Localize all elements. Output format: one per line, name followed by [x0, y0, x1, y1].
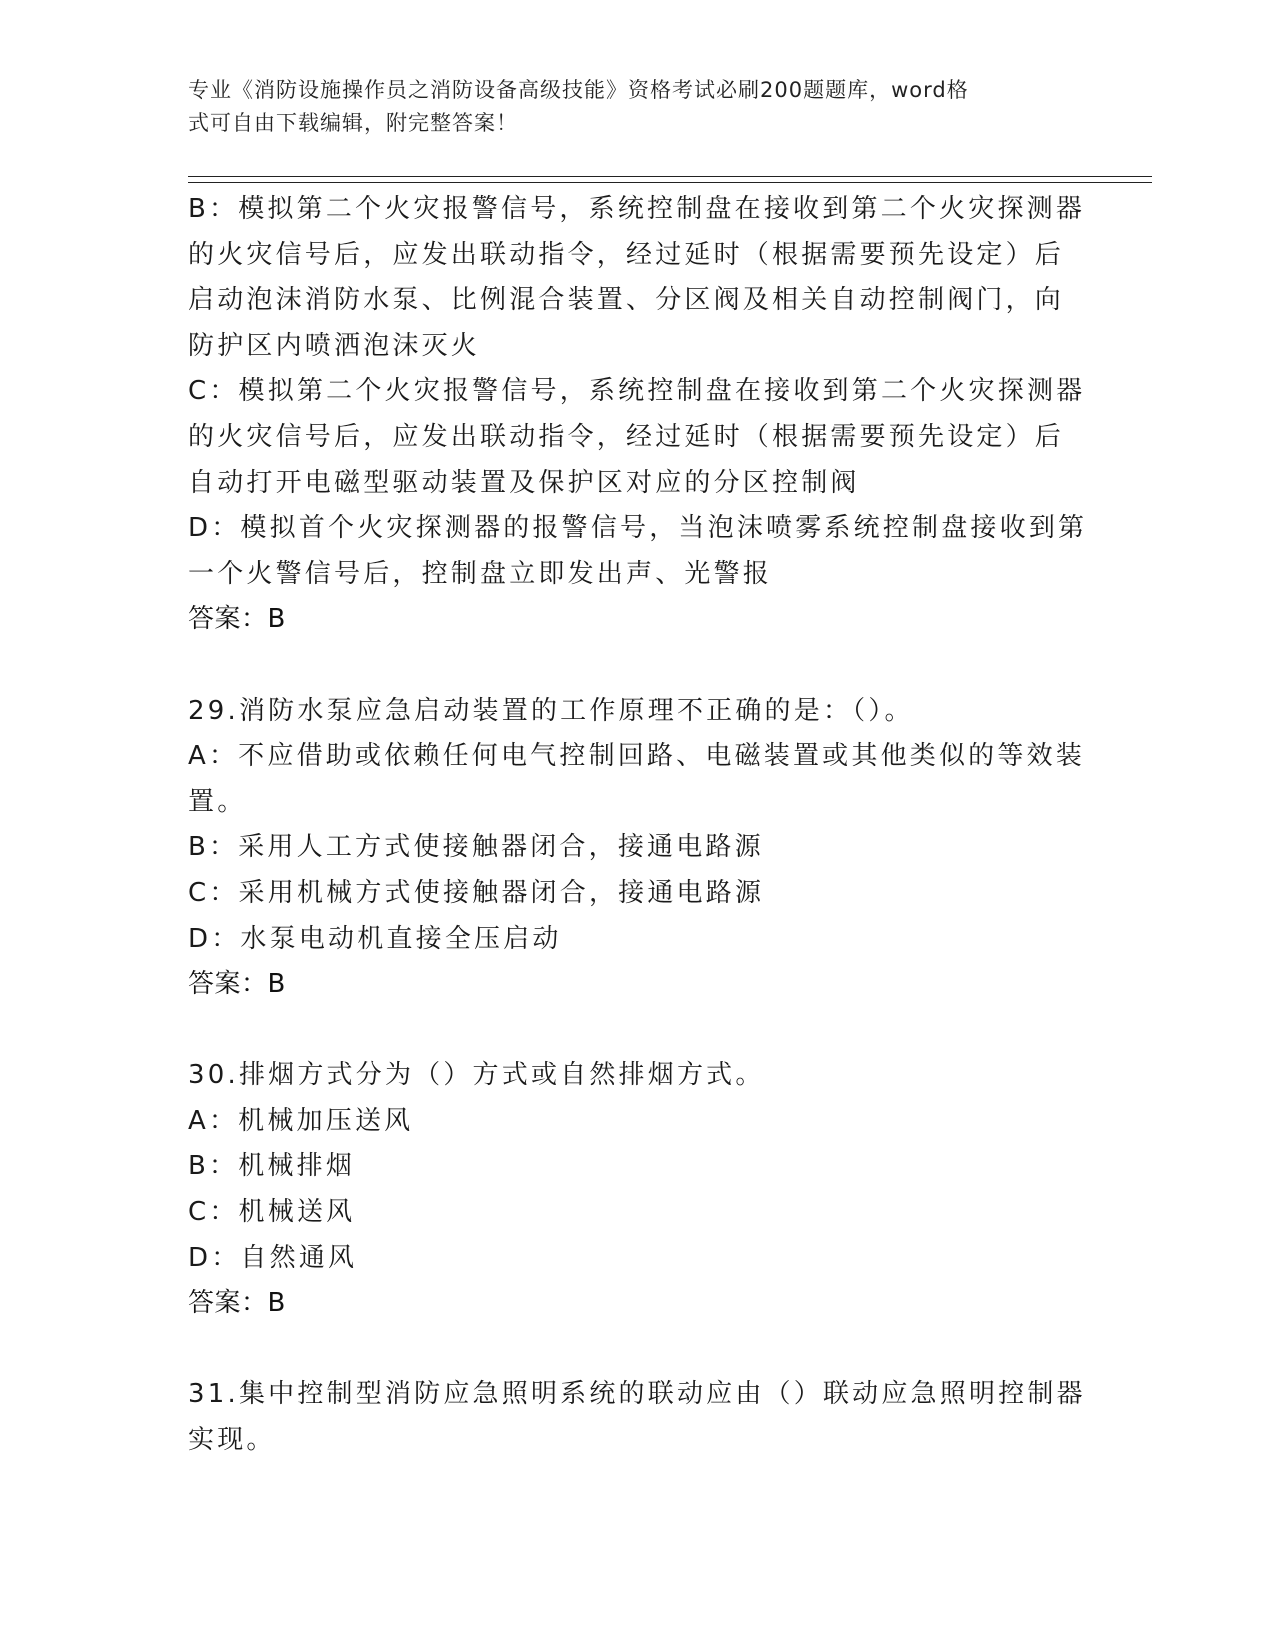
option-c — [188, 369, 1088, 506]
option-line: C：模拟第二个火灾报警信号，系统控制盘在接收到第二个火灾探测器 — [188, 376, 1086, 407]
option-line: D：模拟首个火灾探测器的报警信号，当泡沫喷雾系统控制盘接收到第 — [188, 513, 1088, 544]
answer-text: 答案：B — [188, 969, 286, 1000]
header-rule-top — [188, 176, 1152, 177]
spacer — [188, 1327, 1088, 1373]
spacer — [188, 643, 1088, 689]
answer-text: 答案：B — [188, 1288, 286, 1319]
option-line: A：不应借助或依赖任何电气控制回路、电磁装置或其他类似的等效装 — [188, 741, 1085, 772]
option-a — [188, 734, 1088, 825]
question-31 — [188, 1372, 1088, 1463]
header-rule-bottom — [188, 182, 1152, 183]
option-line: 的火灾信号后，应发出联动指令，经过延时（根据需要预先设定）后 — [188, 421, 1065, 452]
option-c: C：采用机械方式使接触器闭合，接通电路源 — [188, 877, 765, 908]
option-line: 防护区内喷洒泡沫灭火 — [188, 330, 481, 361]
spacer — [188, 1008, 1088, 1054]
option-c: C：机械送风 — [188, 1197, 356, 1228]
question-text: 实现。 — [188, 1425, 276, 1456]
option-b: B：采用人工方式使接触器闭合，接通电路源 — [188, 832, 764, 863]
option-line: 自动打开电磁型驱动装置及保护区对应的分区控制阀 — [188, 467, 860, 498]
answer-text: 答案：B — [188, 604, 286, 635]
question-30 — [188, 1053, 1088, 1327]
option-line: 的火灾信号后，应发出联动指令，经过延时（根据需要预先设定）后 — [188, 239, 1065, 270]
option-d — [188, 506, 1088, 597]
question-content — [188, 187, 1088, 1464]
option-b: B：机械排烟 — [188, 1151, 356, 1182]
option-line: B：模拟第二个火灾报警信号，系统控制盘在接收到第二个火灾探测器 — [188, 194, 1086, 224]
option-a: A：机械加压送风 — [188, 1105, 414, 1136]
header-line-2: 式可自由下载编辑，附完整答案！ — [188, 111, 518, 135]
question-text: 29.消防水泵应急启动装置的工作原理不正确的是：（）。 — [188, 695, 914, 726]
question-28-tail — [188, 187, 1088, 643]
header-line-1: 专业《消防设施操作员之消防设备高级技能》资格考试必刷200题题库，word格 — [188, 78, 969, 102]
question-text: 30.排烟方式分为（）方式或自然排烟方式。 — [188, 1060, 765, 1091]
option-line: 一个火警信号后，控制盘立即发出声、光警报 — [188, 558, 773, 589]
option-line: 启动泡沫消防水泵、比例混合装置、分区阀及相关自动控制阀门，向 — [188, 285, 1065, 316]
option-d: D：水泵电动机直接全压启动 — [188, 923, 562, 954]
option-d: D：自然通风 — [188, 1242, 358, 1273]
option-line: 置。 — [188, 786, 247, 817]
question-29 — [188, 689, 1088, 1008]
option-b — [188, 187, 1088, 369]
page-header — [188, 74, 1068, 140]
question-text: 31.集中控制型消防应急照明系统的联动应由（）联动应急照明控制器 — [188, 1379, 1086, 1410]
